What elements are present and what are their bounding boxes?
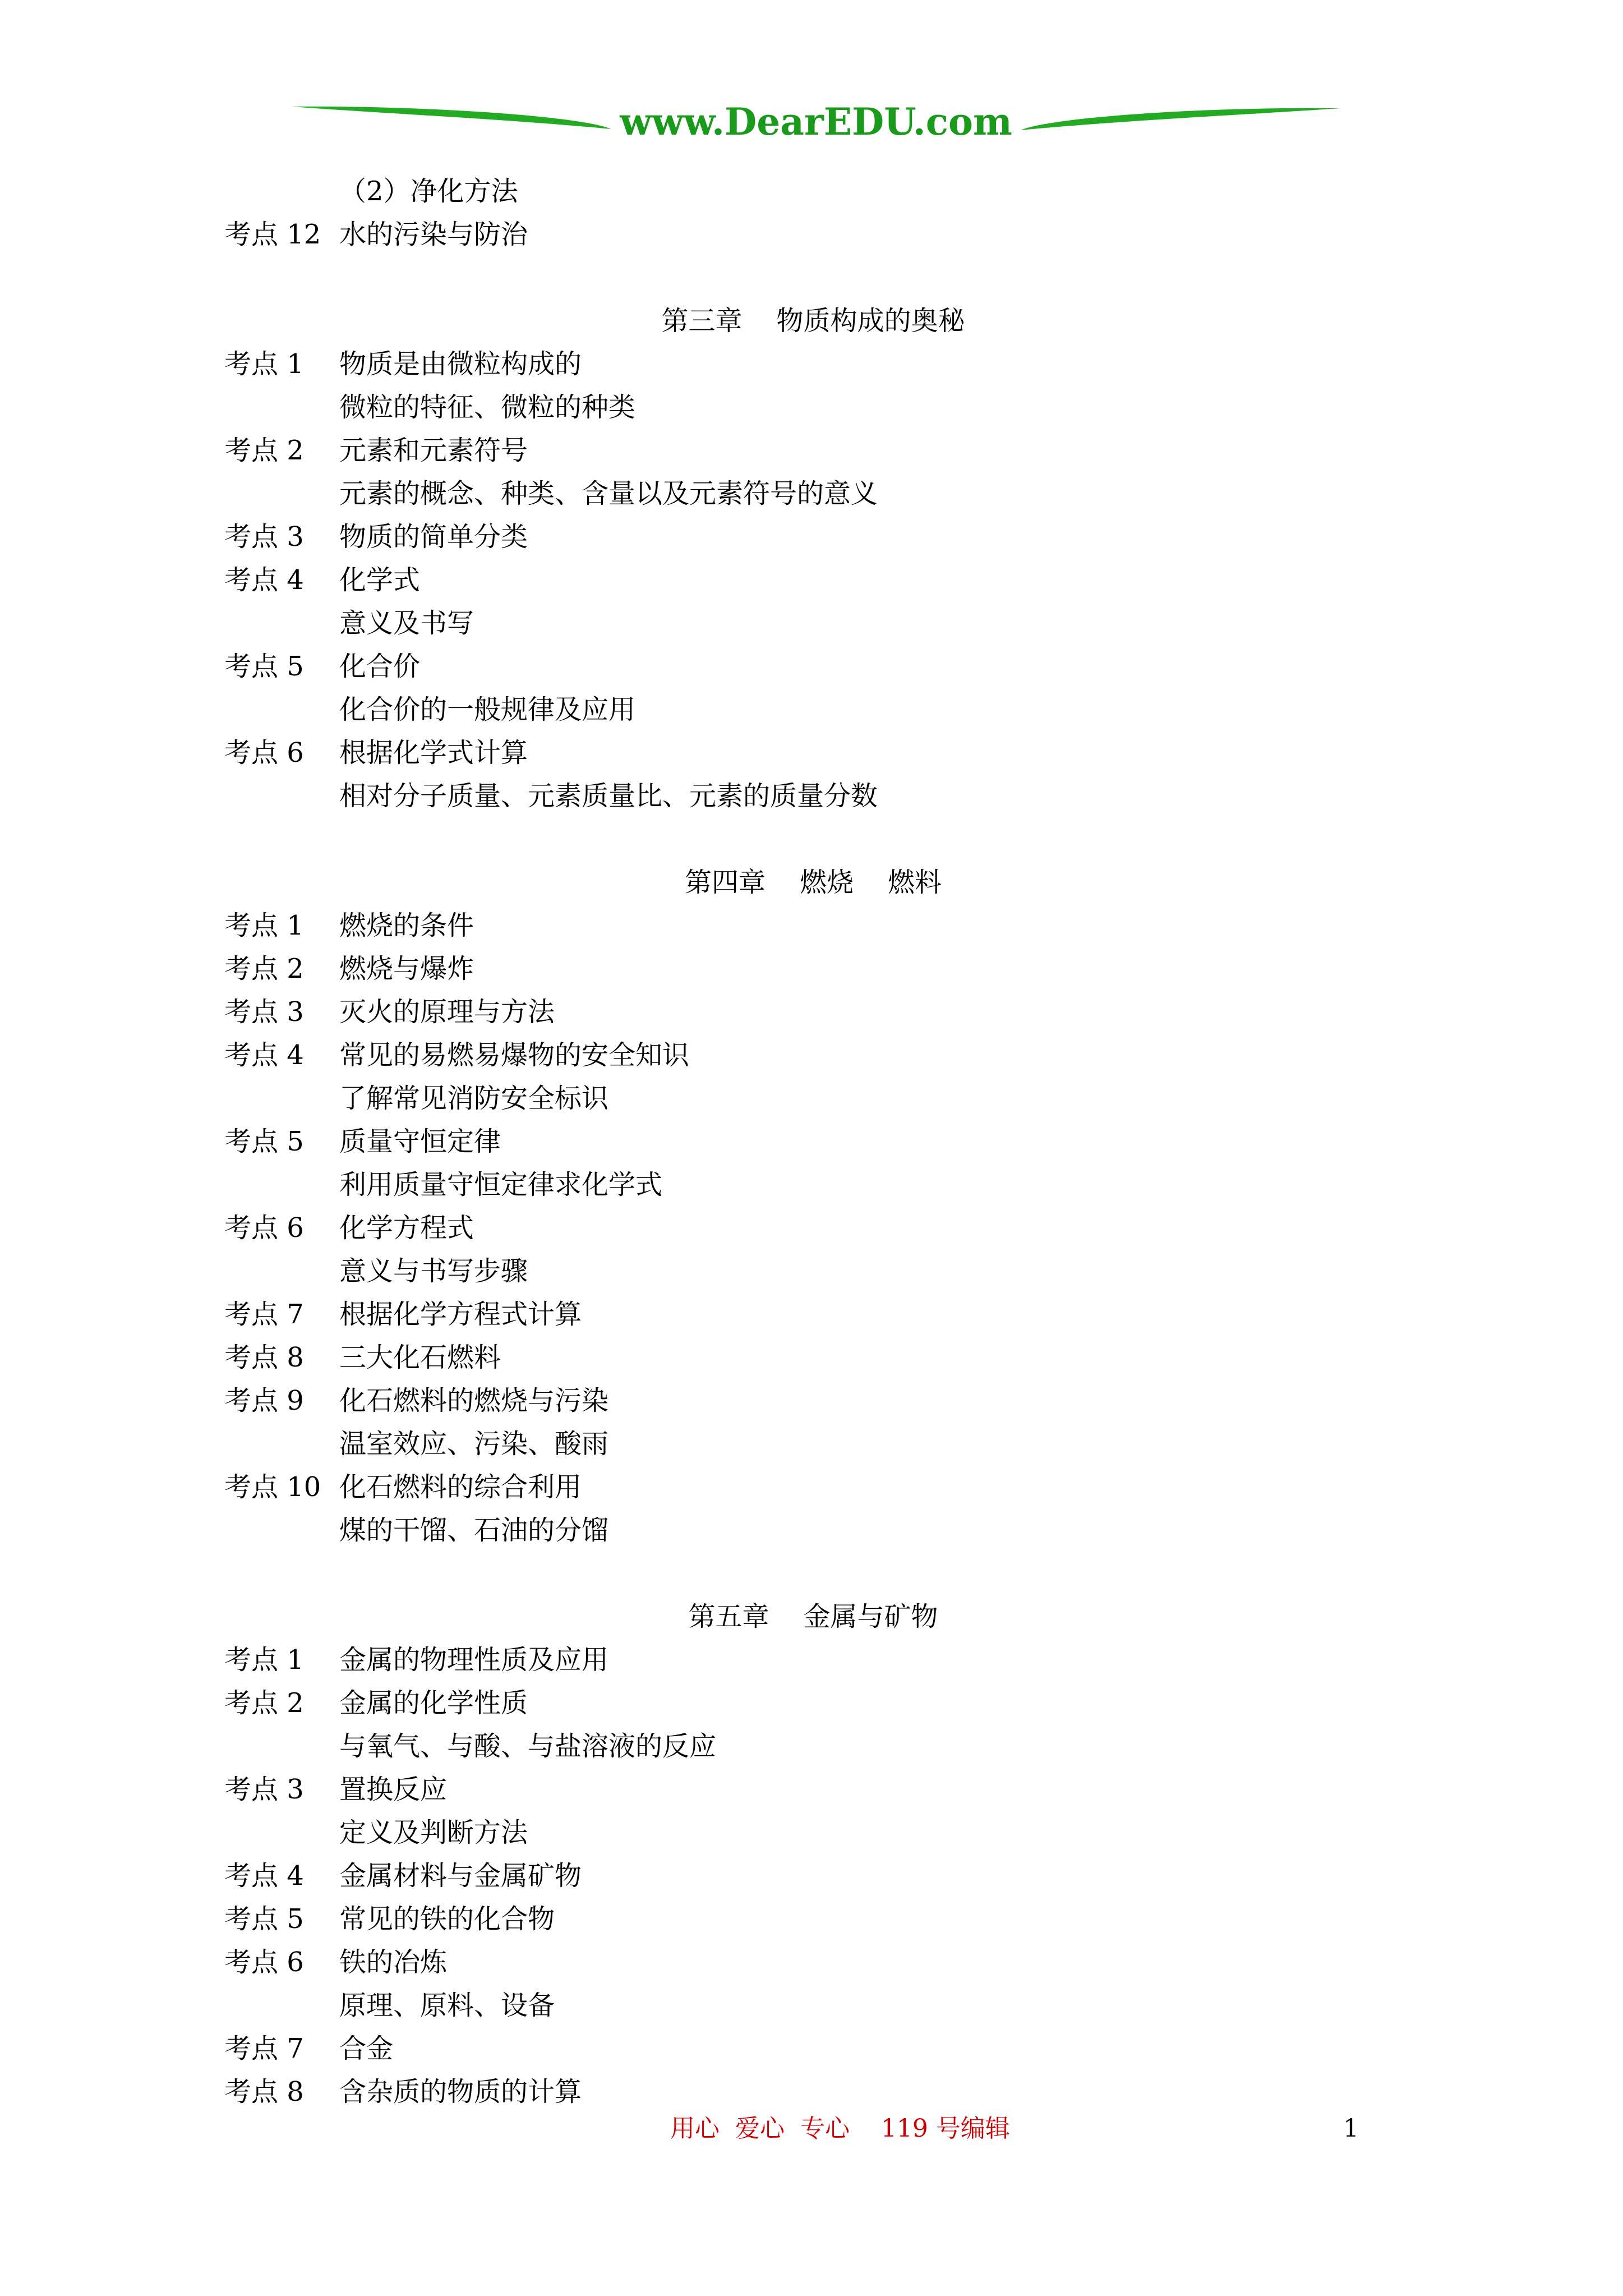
exam-point-title: 含杂质的物质的计算 — [339, 2076, 582, 2108]
exam-point-row — [224, 1466, 1402, 1509]
exam-point-title: 物质是由微粒构成的 — [339, 348, 582, 380]
exam-point-row — [224, 559, 1402, 602]
exam-point-detail — [224, 1423, 1402, 1466]
exam-point-row — [224, 343, 1402, 386]
exam-point-row — [224, 1336, 1402, 1379]
exam-point-label: 考点 3 — [224, 996, 304, 1028]
exam-point-label: 考点 8 — [224, 2076, 304, 2108]
detail-text: 微粒的特征、微粒的种类 — [339, 392, 636, 423]
chapter-title: 第三章 物质构成的奥秘 — [661, 305, 965, 337]
exam-point-title: 常见的易燃易爆物的安全知识 — [339, 1039, 690, 1071]
exam-point-title: 合金 — [339, 2033, 394, 2064]
exam-point-row — [224, 1898, 1402, 1941]
exam-point-detail — [224, 775, 1402, 818]
exam-point-title: 化学方程式 — [339, 1212, 474, 1244]
exam-point-title: 金属的化学性质 — [339, 1687, 528, 1719]
detail-text: 与氧气、与酸、与盐溶液的反应 — [339, 1731, 717, 1762]
exam-point-title: 化石燃料的燃烧与污染 — [339, 1385, 609, 1416]
detail-text: 元素的概念、种类、含量以及元素符号的意义 — [339, 478, 878, 509]
blank-line — [224, 818, 1402, 861]
exam-point-row — [224, 1034, 1402, 1077]
exam-point-row — [224, 1639, 1402, 1682]
exam-point-row — [224, 2027, 1402, 2070]
exam-point-label: 考点 2 — [224, 435, 304, 466]
detail-text: 化合价的一般规律及应用 — [339, 694, 636, 725]
exam-point-title: 燃烧的条件 — [339, 910, 474, 941]
exam-point-title: 质量守恒定律 — [339, 1126, 501, 1157]
exam-point-title: 灭火的原理与方法 — [339, 996, 555, 1028]
exam-point-detail — [224, 1509, 1402, 1552]
exam-point-detail — [224, 1811, 1402, 1855]
exam-point-row — [224, 2070, 1402, 2114]
blank-line — [224, 256, 1402, 300]
exam-point-row — [224, 1855, 1402, 1898]
exam-point-title: 三大化石燃料 — [339, 1342, 501, 1373]
exam-point-row — [224, 213, 1402, 256]
exam-point-label: 考点 6 — [224, 737, 304, 769]
exam-point-title: 元素和元素符号 — [339, 435, 528, 466]
detail-text: 了解常见消防安全标识 — [339, 1083, 609, 1114]
exam-point-label: 考点 12 — [224, 219, 321, 250]
exam-point-label: 考点 2 — [224, 1687, 304, 1719]
exam-point-row — [224, 731, 1402, 775]
exam-point-title: 化学式 — [339, 564, 421, 596]
document-body — [224, 170, 1402, 2114]
exam-point-row — [224, 1207, 1402, 1250]
exam-point-label: 考点 6 — [224, 1212, 304, 1244]
exam-point-label: 考点 10 — [224, 1471, 321, 1503]
exam-point-label: 考点 5 — [224, 1903, 304, 1935]
exam-point-label: 考点 1 — [224, 1644, 304, 1676]
exam-point-row — [224, 904, 1402, 947]
exam-point-label: 考点 5 — [224, 651, 304, 682]
detail-text: 原理、原料、设备 — [339, 1990, 555, 2021]
logo-banner — [292, 94, 1340, 156]
exam-point-label: 考点 2 — [224, 953, 304, 984]
exam-point-detail — [224, 1163, 1402, 1207]
exam-point-detail — [224, 170, 1402, 213]
exam-point-label: 考点 7 — [224, 2033, 304, 2064]
detail-text: 温室效应、污染、酸雨 — [339, 1428, 609, 1460]
exam-point-label: 考点 1 — [224, 910, 304, 941]
detail-text: 利用质量守恒定律求化学式 — [339, 1169, 663, 1200]
exam-point-label: 考点 9 — [224, 1385, 304, 1416]
detail-text: 定义及判断方法 — [339, 1817, 528, 1848]
exam-point-label: 考点 4 — [224, 1860, 304, 1892]
chapter-title: 第四章 燃烧 燃料 — [684, 867, 942, 898]
detail-text: （2）净化方法 — [339, 176, 518, 207]
exam-point-label: 考点 5 — [224, 1126, 304, 1157]
exam-point-title: 常见的铁的化合物 — [339, 1903, 555, 1935]
page-number: 1 — [1343, 2114, 1359, 2143]
page-footer — [0, 2109, 1623, 2148]
exam-point-row — [224, 947, 1402, 991]
exam-point-detail — [224, 472, 1402, 516]
exam-point-label: 考点 4 — [224, 564, 304, 596]
detail-text: 意义及书写 — [339, 608, 474, 639]
exam-point-label: 考点 1 — [224, 348, 304, 380]
exam-point-label: 考点 6 — [224, 1947, 304, 1978]
exam-point-detail — [224, 1725, 1402, 1768]
right-swoosh — [1021, 108, 1340, 130]
exam-point-row — [224, 991, 1402, 1034]
exam-point-title: 水的污染与防治 — [339, 219, 528, 250]
exam-point-row — [224, 1768, 1402, 1811]
exam-point-label: 考点 3 — [224, 521, 304, 553]
exam-point-row — [224, 1293, 1402, 1336]
exam-point-title: 根据化学式计算 — [339, 737, 528, 769]
exam-point-row — [224, 1120, 1402, 1163]
header-logo — [292, 94, 1340, 156]
exam-point-row — [224, 1941, 1402, 1984]
exam-point-detail — [224, 688, 1402, 731]
detail-text: 意义与书写步骤 — [339, 1255, 528, 1287]
exam-point-title: 金属材料与金属矿物 — [339, 1860, 582, 1892]
exam-point-detail — [224, 1077, 1402, 1120]
exam-point-title: 置换反应 — [339, 1774, 448, 1805]
exam-point-detail — [224, 602, 1402, 645]
exam-point-label: 考点 4 — [224, 1039, 304, 1071]
exam-point-row — [224, 1379, 1402, 1423]
exam-point-title: 化合价 — [339, 651, 421, 682]
exam-point-label: 考点 7 — [224, 1299, 304, 1330]
exam-point-title: 铁的冶炼 — [339, 1947, 448, 1978]
exam-point-title: 燃烧与爆炸 — [339, 953, 474, 984]
chapter-title: 第五章 金属与矿物 — [688, 1601, 938, 1632]
left-swoosh — [292, 107, 611, 129]
exam-point-label: 考点 8 — [224, 1342, 304, 1373]
exam-point-title: 金属的物理性质及应用 — [339, 1644, 609, 1676]
detail-text: 煤的干馏、石油的分馏 — [339, 1515, 609, 1546]
detail-text: 相对分子质量、元素质量比、元素的质量分数 — [339, 780, 878, 812]
exam-point-detail — [224, 386, 1402, 429]
footer-text: 用心 爱心 专心 119 号编辑 — [670, 2114, 1010, 2143]
exam-point-detail — [224, 1984, 1402, 2027]
exam-point-title: 化石燃料的综合利用 — [339, 1471, 582, 1503]
exam-point-detail — [224, 1250, 1402, 1293]
blank-line — [224, 1552, 1402, 1595]
exam-point-row — [224, 645, 1402, 688]
exam-point-title: 物质的简单分类 — [339, 521, 528, 553]
exam-point-title: 根据化学方程式计算 — [339, 1299, 582, 1330]
exam-point-row — [224, 429, 1402, 472]
exam-point-label: 考点 3 — [224, 1774, 304, 1805]
logo-text: www.DearEDU.com — [620, 100, 1012, 144]
exam-point-row — [224, 1682, 1402, 1725]
exam-point-row — [224, 516, 1402, 559]
